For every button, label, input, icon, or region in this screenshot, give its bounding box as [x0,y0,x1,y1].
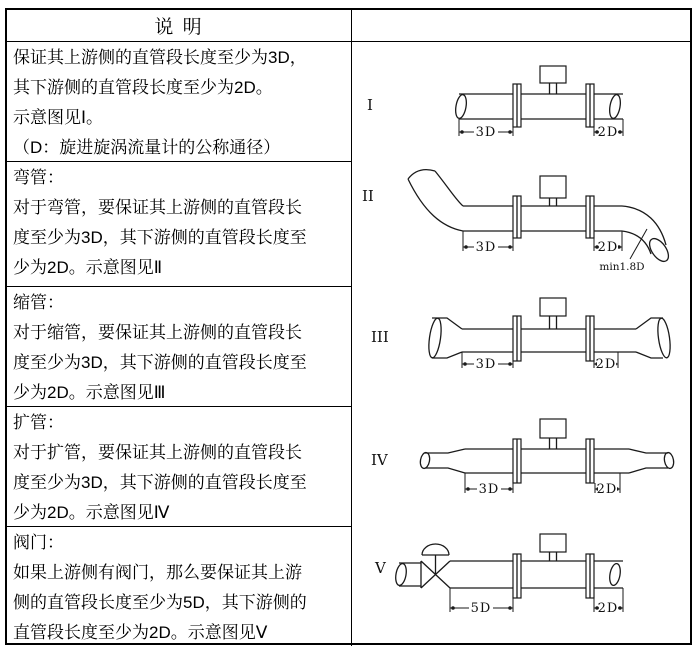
header-label: 说 明 [154,17,204,38]
meter-display [540,66,566,83]
diagram-reducer-pipe [352,296,690,408]
meter-stem [550,198,557,206]
meter-display [540,534,566,552]
valve [421,544,450,588]
pipe-drawing [427,298,672,372]
pipe-break-right [608,94,622,119]
spec-row-valve [7,527,351,646]
header-cell-description [7,10,352,42]
spec-line: （D：旋进旋涡流量计的公称通径） [13,138,281,157]
spec-line: 保证其上游侧的直管段长度至少为3D， [13,48,307,67]
meter-display [540,298,566,316]
dim-upstream-label: 3D [475,125,497,140]
pipe-wall [462,329,636,352]
bend-radius-label: min1.8D [599,261,645,273]
pipe-drawing [454,66,623,140]
spec-line: 少为2D。示意图见Ⅳ [13,503,170,522]
spec-row-straight-pipe [7,42,351,162]
dim-downstream-label: 2D [596,482,618,497]
dim-upstream [463,231,513,255]
spec-row-bend-pipe [7,162,351,287]
expander-right [629,449,668,473]
dim-downstream [594,231,622,255]
diagram-label: IV [371,451,388,469]
meter-stem [550,83,557,94]
diagram-straight-pipe [352,56,690,146]
pipe-break-left [394,563,408,586]
dim-upstream-label: 3D [478,482,500,497]
spec-line: 扩管： [13,413,64,432]
pipe-drawing [394,534,623,616]
pipe-break-right [656,317,672,358]
pipe-diagram-svg [352,296,690,408]
dim-downstream [594,119,623,140]
spec-line: 侧的直管段长度至少为5D，其下游侧的 [13,593,307,612]
pipe-diagram-svg [352,56,690,146]
dim-downstream [594,352,618,372]
spec-line: 度至少为3D，其下游侧的直管段长度至 [13,473,307,492]
pipe-break-left [427,317,443,358]
diagram-label: II [362,187,374,205]
diagram-label: I [367,96,373,114]
diagram-label: V [375,559,386,577]
spec-line: 缩管： [13,293,64,312]
elbow-left [408,170,463,231]
dim-upstream-label: 3D [475,357,497,372]
spec-line: 对于弯管，要保证其上游侧的直管段长 [13,198,302,217]
valve-inlet-stub [399,563,421,586]
pipe-diagram-svg [352,416,690,521]
dim-upstream [450,588,513,616]
spec-line: 对于扩管，要保证其上游侧的直管段长 [13,443,302,462]
spec-row-reducer-pipe [7,287,351,407]
spec-line: 直管段长度至少为2D。示意图见Ⅴ [13,623,268,642]
pipe-drawing [408,170,672,273]
dim-downstream-label: 2D [597,125,619,140]
elbow-right [622,206,666,254]
dim-downstream-label: 2D [597,240,619,255]
pipe-wall [450,561,623,588]
spec-line: 示意图见Ⅰ。 [13,108,104,127]
meter-display [540,176,566,198]
dim-upstream-label: 3D [475,240,497,255]
dim-upstream [462,352,513,372]
dim-downstream-label: 2D [595,357,617,372]
meter-display [540,419,566,438]
meter-stem [550,316,557,329]
dim-upstream [459,119,513,140]
spec-line: 对于缩管，要保证其上游侧的直管段长 [13,323,302,342]
diagram-column [352,42,690,646]
dim-downstream-label: 2D [597,601,619,616]
pipe-wall [465,449,629,473]
spec-line: 弯管： [13,168,64,187]
pipe-wall [463,206,622,231]
spec-line: 少为2D。示意图见Ⅱ [13,258,163,277]
pipe-diagram-svg [352,160,690,282]
meter-stem [550,438,557,449]
diagram-expander-pipe [352,416,690,521]
spec-line: 如果上游侧有阀门，那么要保证其上游 [13,563,302,582]
spec-column [7,42,352,646]
pipe-wall [459,94,623,119]
pipe-diagram-svg [352,529,690,641]
pipe-break-left [419,452,431,469]
diagram-valve-pipe [352,529,690,641]
pipe-break-left [454,94,468,119]
dim-downstream [595,473,620,497]
dim-downstream [594,588,623,616]
valve-handwheel [422,544,449,555]
pipe-drawing [419,419,675,497]
spec-row-expander-pipe [7,407,351,527]
diagram-bend-pipe [352,160,690,282]
description-table [5,8,692,645]
diagram-label: III [371,328,389,346]
spec-line: 度至少为3D，其下游侧的直管段长度至 [13,228,307,247]
meter-stem [550,552,557,561]
pipe-break-right [663,452,675,469]
spec-line: 其下游侧的直管段长度至少为2D。 [13,78,273,97]
spec-line: 阀门： [13,533,64,552]
pipe-break-right [608,563,622,586]
dim-upstream [465,473,513,497]
spec-line: 少为2D。示意图见Ⅲ [13,383,166,402]
dim-upstream-label: 5D [470,601,492,616]
header-cell-diagrams [352,10,690,42]
expander-left [425,449,465,473]
spec-line: 度至少为3D，其下游侧的直管段长度至 [13,353,307,372]
